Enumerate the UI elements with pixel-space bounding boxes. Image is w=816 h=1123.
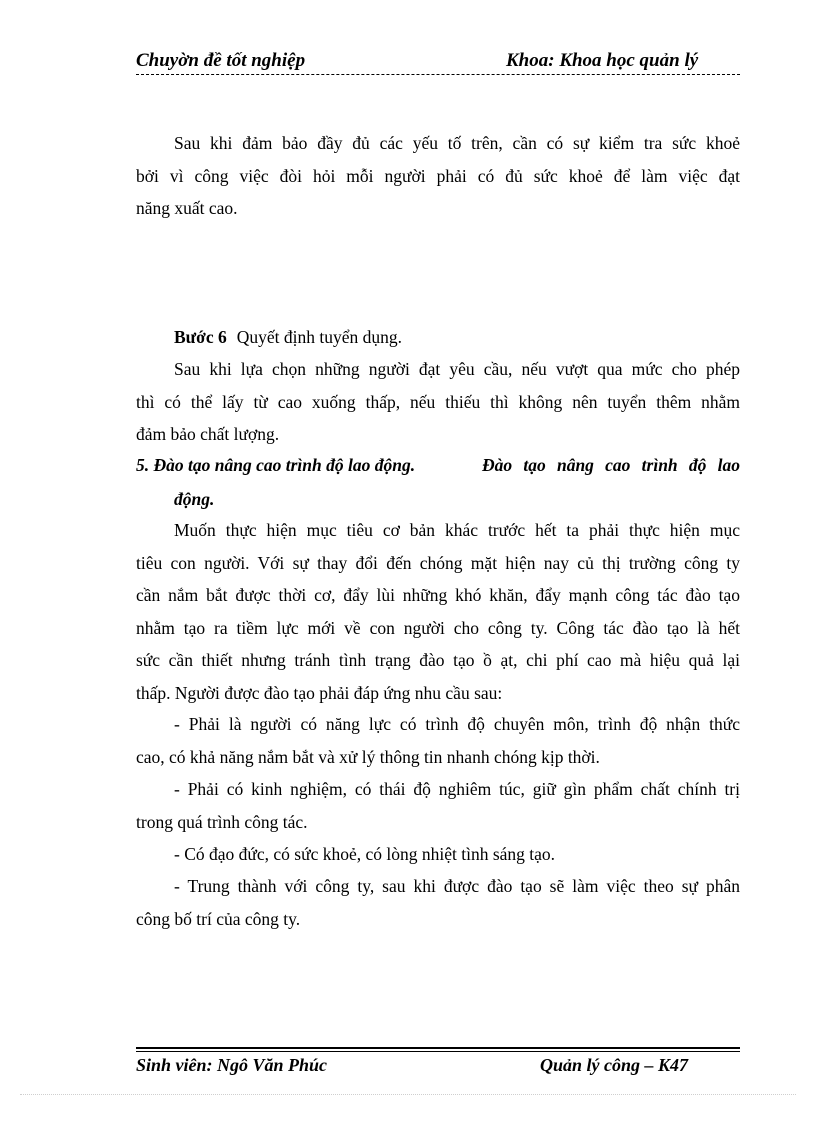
text-line: Muốn thực hiện mục tiêu cơ bản khác trước hết ta phải thực hiện mục (174, 520, 740, 540)
section-title-main: 5. Đào tạo nâng cao trình độ lao động. (136, 455, 416, 475)
section-title-repeat: Đào tạo nâng cao trình độ lao (482, 455, 740, 475)
text-line: thì có thể lấy từ cao xuống thấp, nếu thiếu thì không nên tuyển thêm nhằm (136, 391, 740, 412)
text-line: nhằm tạo ra tiềm lực mới về con người cho công ty. Công tác đào tạo là hết (136, 617, 740, 638)
header-faculty: Khoa: Khoa học quản lý (506, 50, 699, 71)
text-line: tiêu con người. Với sự thay đổi đến chóng mặt hiện nay củ thị trường công ty (136, 552, 740, 573)
text-line: trong quá trình công tác. (136, 811, 308, 832)
text-line: sức cần thiết nhưng tránh tình trạng đào tạo ồ ạt, chi phí cao mà hiệu quả lại (136, 650, 740, 670)
text-line: bởi vì công việc đòi hỏi mỗi người phải có đủ sức khoẻ để làm việc đạt (136, 165, 740, 186)
section-title-continuation: động. (174, 489, 215, 509)
text-line: công bố trí của công ty. (136, 908, 301, 929)
step-label: Bước 6 (174, 327, 227, 347)
paragraph-health-check (136, 127, 740, 225)
text-line: Sau khi đảm bảo đầy đủ các yếu tố trên, cần có sự kiểm tra sức khoẻ (174, 133, 740, 153)
text-line: cao, có khả năng nắm bắt và xử lý thông tin nhanh chóng kịp thời. (136, 746, 600, 767)
step-6-heading (174, 327, 402, 348)
bullet-loyalty (136, 870, 740, 935)
text-line: năng xuất cao. (136, 198, 238, 218)
text-line: cần nắm bắt được thời cơ, đẩy lùi những khó khăn, đẩy mạnh công tác đào tạo (136, 585, 740, 605)
page-edge-line (20, 1094, 796, 1095)
text-line: - Phải có kinh nghiệm, có thái độ nghiêm túc, giữ gìn phẩm chất chính trị (174, 779, 740, 799)
paragraph-selection (136, 353, 740, 451)
text-line: - Trung thành với công ty, sau khi được đào tạo sẽ làm việc theo sự phân (174, 876, 740, 896)
text-line: Sau khi lựa chọn những người đạt yêu cầu, nếu vượt qua mức cho phép (174, 359, 740, 379)
footer-student: Sinh viên: Ngô Văn Phúc (136, 1055, 328, 1075)
bullet-competence (136, 708, 740, 773)
paragraph-training (136, 514, 740, 709)
text-line: - Phải là người có năng lực có trình độ chuyên môn, trình độ nhận thức (174, 714, 740, 734)
step-text: Quyết định tuyển dụng. (236, 327, 403, 347)
text-line: thấp. Người được đào tạo phải đáp ứng nhu cầu sau: (136, 682, 503, 703)
text-line: đảm bảo chất lượng. (136, 424, 280, 444)
header-rule (136, 74, 740, 75)
footer-class: Quản lý công – K47 (540, 1055, 689, 1075)
page-header (136, 46, 740, 76)
text-line: - Có đạo đức, có sức khoẻ, có lòng nhiệt tình sáng tạo. (174, 844, 556, 864)
bullet-ethics (136, 838, 740, 871)
footer-rule-thick (136, 1047, 740, 1049)
header-thesis-title: Chuyờn đề tốt nghiệp (136, 50, 306, 71)
footer-rule-thin (136, 1051, 740, 1052)
bullet-experience (136, 773, 740, 838)
